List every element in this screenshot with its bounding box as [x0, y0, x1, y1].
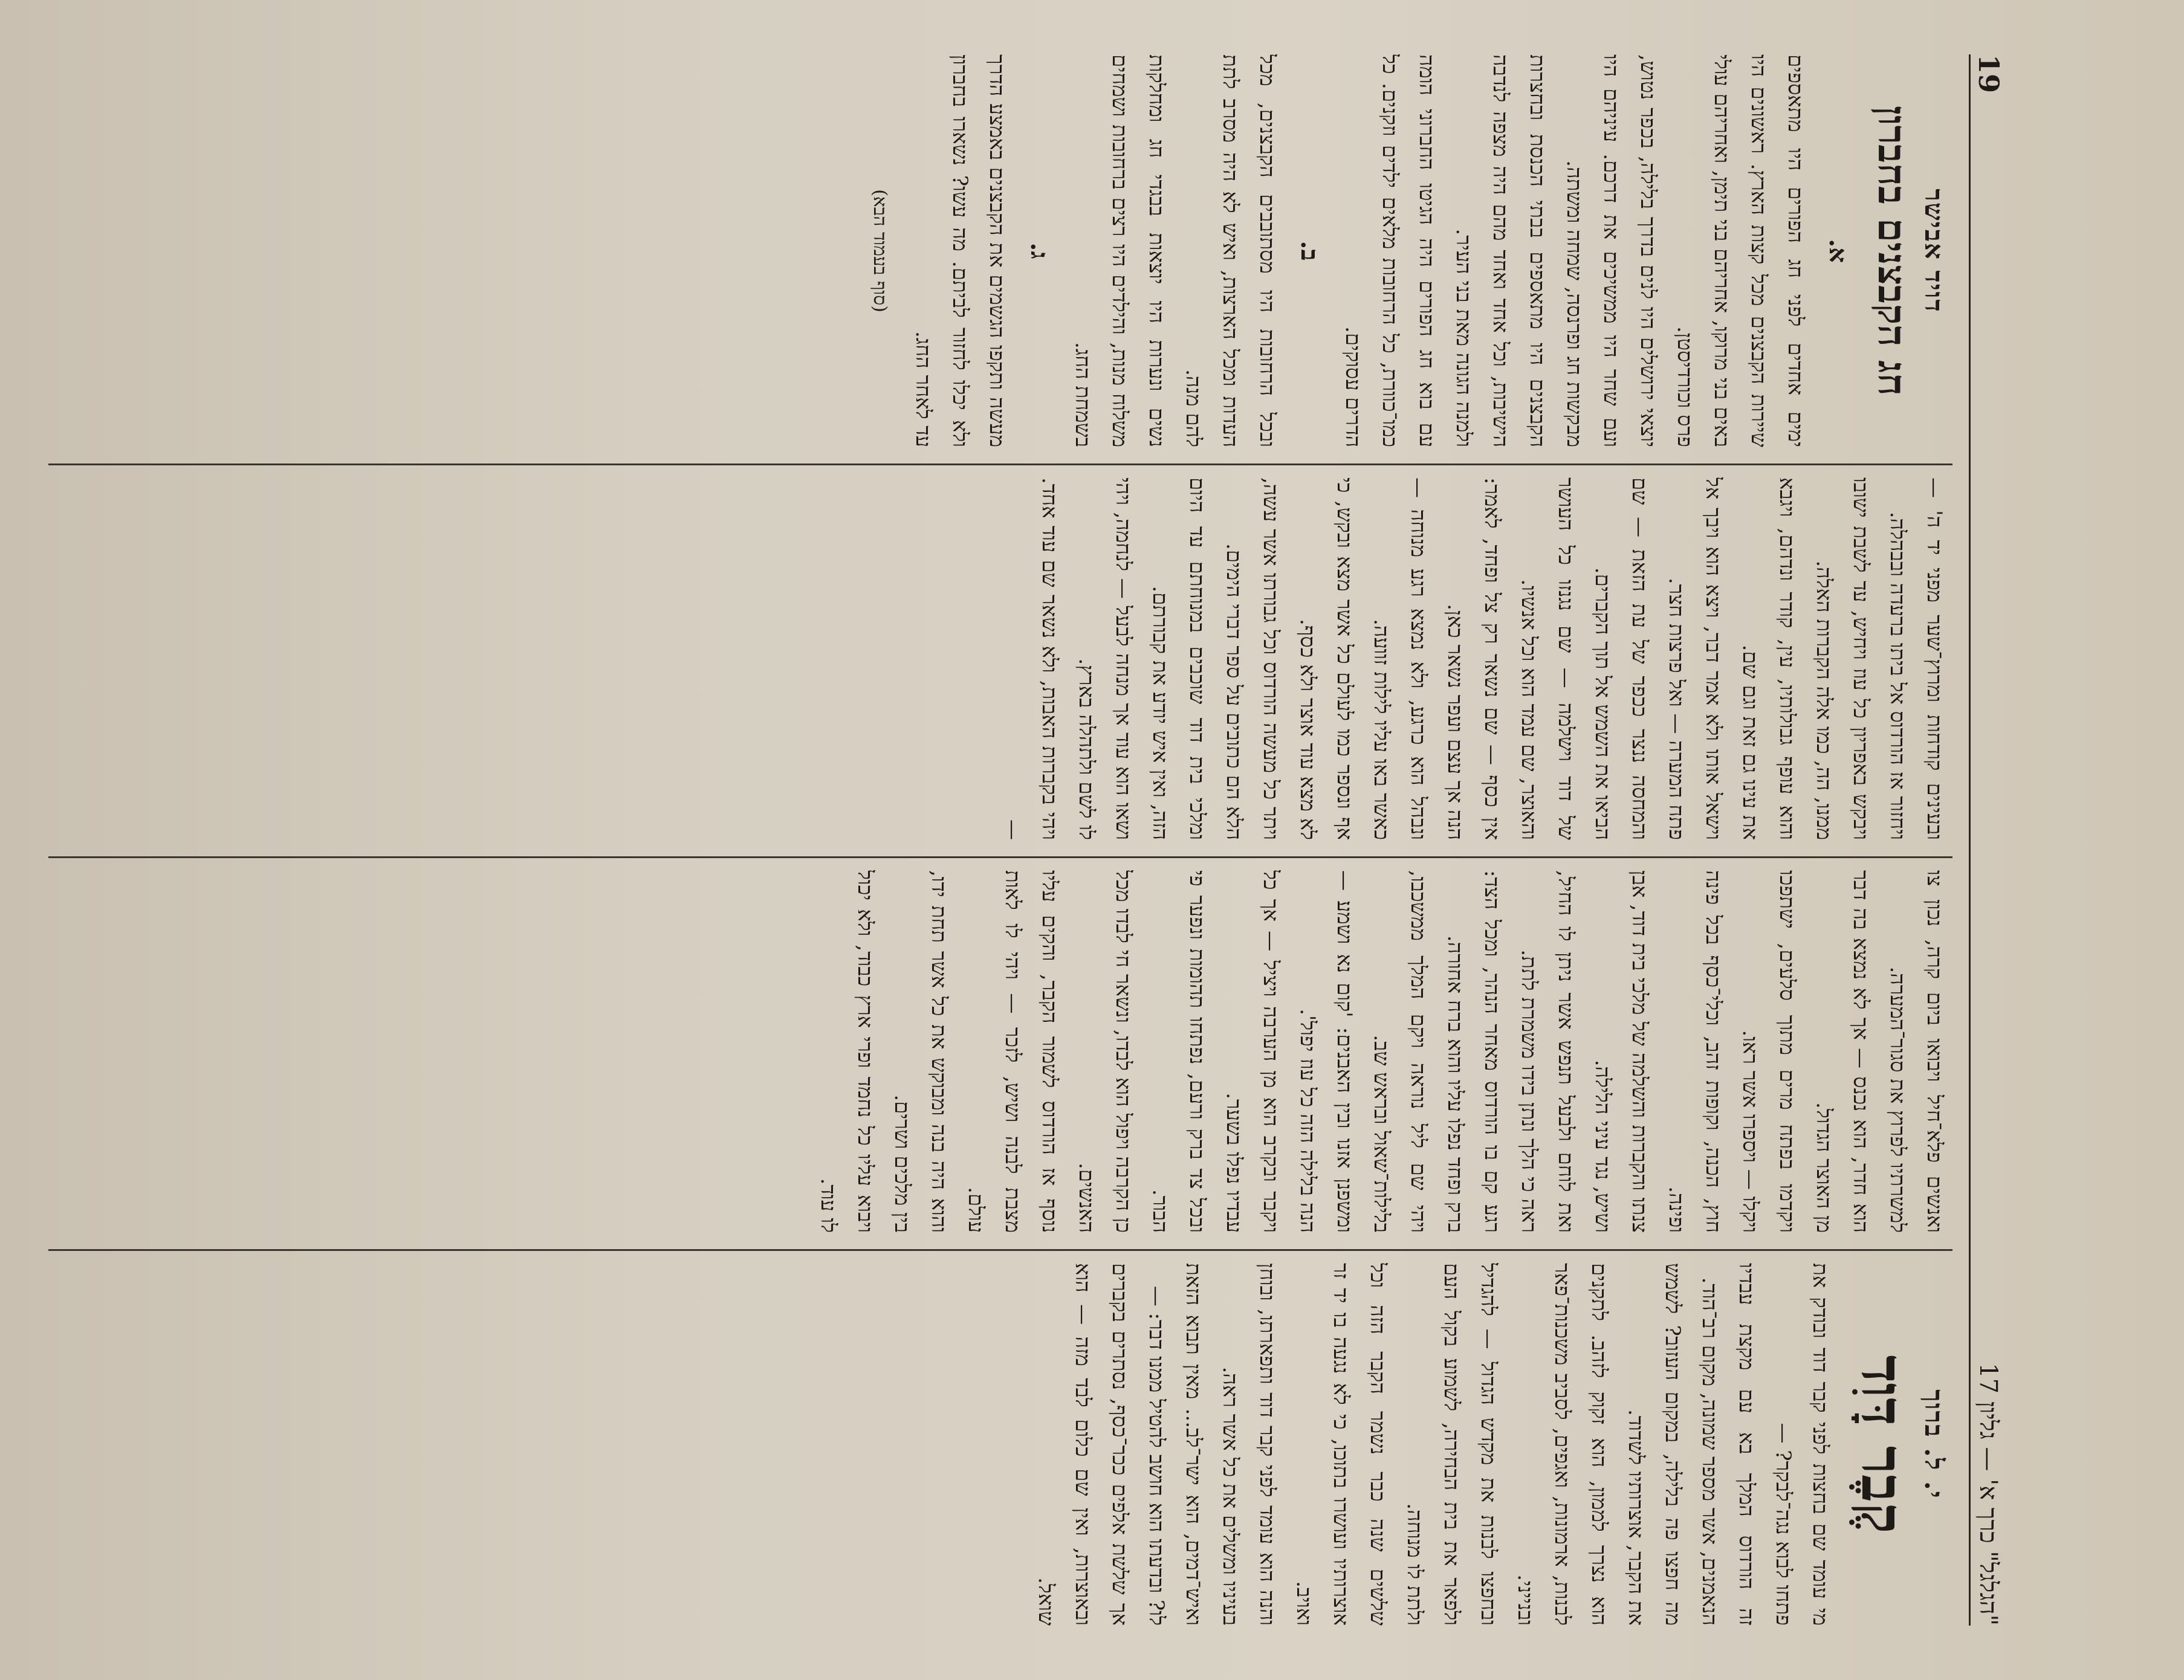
article2-paragraph: הקבצנים היו מתאספים בבתי הכנסת ובחצרות הישיבות, וכל אחד ואחד מהם היה מצפה לנדבה ולמנה הגונה מאת בני העיר.: [1451, 54, 1549, 447]
article1-paragraph: צנתו והקברות והשלמה של מלכי בית דוד, אבן ושיש, נגד עיני הלילה.: [1590, 870, 1651, 1233]
column-4: [18, 54, 1952, 447]
article1-paragraph: והוא עופף גבולותיו, עין, קודר ונדהם, ויגבא את עינו גם זאת וגם שם.: [1738, 477, 1799, 840]
article2-paragraph: עם בוא חג הפורים היה הגיטו החברוני הומה כמו־כוורת, כל הרחובות מלאים ילדים וזקנים. כל הדרים עסוקים.: [1341, 54, 1439, 447]
running-title: "הגלגל" כרך א' — גליון 17: [1974, 1363, 2003, 1626]
column-3: [18, 477, 1952, 840]
article1-paragraph: נוסף אז הורדוס לשמור הקבר, והקים עליו מצבת לבנה ושיש, לזכר — ויהי לו לאות עולם.: [964, 870, 1061, 1233]
article1-paragraph: חוץ, הכנה, וקופות זהב, וכלי־כסף בכל פינה ופינה.: [1664, 870, 1725, 1233]
article1-paragraph: ובחפצו לבנות את מקדש הגדול — להגדיל ולפאר את בית הבחירה, לשמוע בקול העם ולתת לו מנוחה.: [1402, 1263, 1500, 1626]
article2-heading: [1867, 54, 1952, 447]
column-1: [18, 1263, 1952, 1626]
article1-paragraph: כן הקרבה ויפול הוא לבדו, ונשאר חי לבדו מכל האנשים.: [1074, 870, 1135, 1233]
article1-paragraph: והנה הוא עומד לפני קבר דוד ותפארתו, ובוחן בעיניו ומשלים את כל אשר ראה.: [1218, 1263, 1279, 1626]
article1-paragraph: של דוד וישלמה — שם נגנזו כל העושר והאוצר, שם עמד הוא וכל אנשיו.: [1517, 477, 1578, 840]
article1-paragraph: ושאו הוא עוד אך מנחה לבעל — לנחמה, ויהי לו לשם ולתהלה בארץ.: [1074, 477, 1135, 840]
article1-paragraph: ובעינים קודחות ומרוץ־שער מפני יד ה' — ויחזור אז הורדוס אל ביתו ברעדה ובבהלה.: [1885, 477, 1946, 840]
article1-heading: [1849, 1263, 1952, 1626]
article1-paragraph: רגע קם בו הורדוס מאחר הנהר, ומכל הצד: ברק ופחד נפלו עליו והוא ברח אחורה.: [1443, 870, 1504, 1233]
article1-paragraph: מי עומד שם בחצות לפני קבר דוד ובודק את פתחו לבוא נגה־לבקר? —: [1771, 1263, 1832, 1626]
article1-paragraph: ויקדמו בפתח מרים מתוך סלעים, ישתפכו ויקלו — ויספרו אשר ראו.: [1738, 870, 1799, 1233]
column-rule: [48, 856, 1952, 858]
article1-paragraph: ואיש־דמים, הוא ישר־לב... מאין תבוא הזאת לו? ובדעתו הוא חושב להטיל ממנו דבר: —: [1144, 1263, 1205, 1626]
article1-title: קֶבֶר דָּוִד: [1849, 1355, 1917, 1534]
article2-paragraph: נשים ונערות היו יוצאות בבגדי חג ומחלקות משלוח מנות, והילדים היו רצים ברחובות ושמחים בשמחת החג.: [1071, 54, 1168, 447]
article1-paragraph: אף ונספר כמו לעולם כל אשר מצא ובקש, כי לא מצא עוד אוצר ולא כסף.: [1295, 477, 1356, 840]
article1-paragraph: והוא היה בנה ומבוקש את כל אשר תחת ידו, בין מלכים ושרים.: [890, 870, 951, 1233]
article1-paragraph: אין כסף — שם נשאר רק צל ופחד, לאמר: הנה אך עצם ועפר נשאר כאן.: [1443, 477, 1504, 840]
article1-paragraph: מה חפצו פה בלילה, במקום העזוב? לשמש את הקבר, אוצרותיו לשדוד.: [1624, 1263, 1685, 1626]
article2-paragraph: יוצאי ירושלים היו לנים בדרך בלילה, בכפר נטוש, ועם שחר היו ממשיכים את דרכם. עיניהם היו מבקשות חג ופרנסה, שמחה ומשתה.: [1562, 54, 1660, 447]
article2-author: דויד אבישר: [1919, 189, 1949, 313]
article1-paragraph: ומשפנן אזנו ובין האבנים: 'קום נא ושמע — הנה בלילה הזה כל עוז יפול'.: [1295, 870, 1356, 1233]
continued-note: (סוף בעמוד הבא): [869, 189, 890, 312]
article1-paragraph: וישאל אותו ולא אמר דבר, ויצא הוא ויבך אל פתח המערה — ואל פרצות חצר.: [1664, 477, 1725, 840]
article1-paragraph: ומלכי בית דוד שוכבים במנוחתם עד היום הזה, ואין איש יודע את קבורתם.: [1148, 477, 1209, 840]
article1-paragraph: זה הורדוס המלך בא עם מקצת עבדיו הנאמנים, אשר מספר שמונה, מקום רב־הוד.: [1697, 1263, 1758, 1626]
column-rule: [48, 1249, 1952, 1251]
running-header: [1969, 54, 2007, 1626]
page-number: 19: [1972, 54, 2005, 94]
article1-paragraph: ויבוא עליו כל נחמד ופרי ארץ כבוד, ולא יכול לו עוד.: [816, 870, 877, 1233]
section-marker: ב.: [1295, 241, 1324, 261]
column-2: [18, 870, 1952, 1233]
article1-paragraph: ויקבר ובקרב הוא מן הערבה ויציל — אך כל עבדיו נפלו בשער.: [1222, 870, 1283, 1233]
column-rule: [48, 464, 1952, 465]
article1-paragraph: שלשים שנה כבר נשמר הקבר הזה וכל אוצרותיו ועושרו בתוכו, כי לא נגעה בו יד זר ואויב.: [1292, 1263, 1390, 1626]
article1-paragraph: אך שלשת אלפים ככר־כסף, נסתרים בקברים ובאוצרות, ואין שם כלום לבד מזה — הוא שואל.: [1034, 1263, 1132, 1626]
newspaper-page: [0, 30, 2019, 1650]
article2-title: חג הקבצנים בחברון: [1869, 105, 1914, 396]
article1-paragraph: ובכל צד ברק ורעם, נפתחו תהומות ונפער פי הבור.: [1148, 870, 1209, 1233]
article2-paragraph: ובכל הרחובות היו מסתובבים הקבצנים, מכל העדות ומכל הארצות, ואיש לא היה מסרב לתת להם מנה.: [1181, 54, 1279, 447]
article1-paragraph: ואנשים פלא־חיל ויבואו ביום קרה, נכון צו למשרתיו לפרוץ את סגור־המערה.: [1885, 870, 1946, 1233]
article1-paragraph: ויתר כל מעשה הורדוס וכל גבורתו אשר עשה, הלא הם כתובים על ספר דברי הימים.: [1222, 477, 1283, 840]
article1-author: י. ל. ברוך: [1919, 1389, 1949, 1499]
article1-paragraph: ויבקש באפריון כל עוז ויחיש, עד לשבת ישובו ממנו, הה, כמו אלה הקברות האלה.: [1812, 477, 1873, 840]
article1-paragraph: והמחסה ננצר ככפר של עת הזאת — שם הביאו את השמש אל תוך הקברים.: [1590, 477, 1651, 840]
article1-paragraph: הוא חדר, הוא נכנס — אך לא נמצא בה דבר מן האוצר הגדול.: [1812, 870, 1873, 1233]
section-marker: ג.: [1025, 242, 1054, 259]
article1-paragraph: ויהי בקברות האבות, ולא נשאר שם עוד אחד. —: [1000, 477, 1061, 840]
article1-paragraph: ונבהל הוא כרגע, ולא נמצא רגע מנוחה — כאשר באו עליו לילות זוועה.: [1369, 477, 1430, 840]
article2-paragraph: ימים אחדים לפני חג הפורים היו מתאספים שיירות הקבצנים מכל קצות הארץ. ראשונים היו באים בני מרוקו, אחריהם בני תימן, ואחריהם עולי פרס וכורדיסטן.: [1673, 54, 1807, 447]
article2-paragraph: מעשה ותקפו הגשמים את הקבצנים באמצע הדרך ולא יכלו לחזור לביתם. מה עשו? נשארו בחברון עד לאחר החג.: [911, 54, 1009, 447]
article1-paragraph: ויהי שם ליל נוראה ויקם המלך ממשכבו, בלילות־שאול ובראש שב.: [1369, 870, 1430, 1233]
article1-paragraph: הוא נצרך לממון, הוא זקוק לזהב. לתקנים לבנות, ארמונות, ואגפים, לסביב משכנות־פאר ובנייני.: [1513, 1263, 1611, 1626]
section-marker: א.: [1824, 239, 1852, 263]
article1-paragraph: ואת לוחם ולבעל תנפש אשר ניתן לו החיל, ראה כי הלך ונתן בידו משמרת לתת.: [1517, 870, 1578, 1233]
